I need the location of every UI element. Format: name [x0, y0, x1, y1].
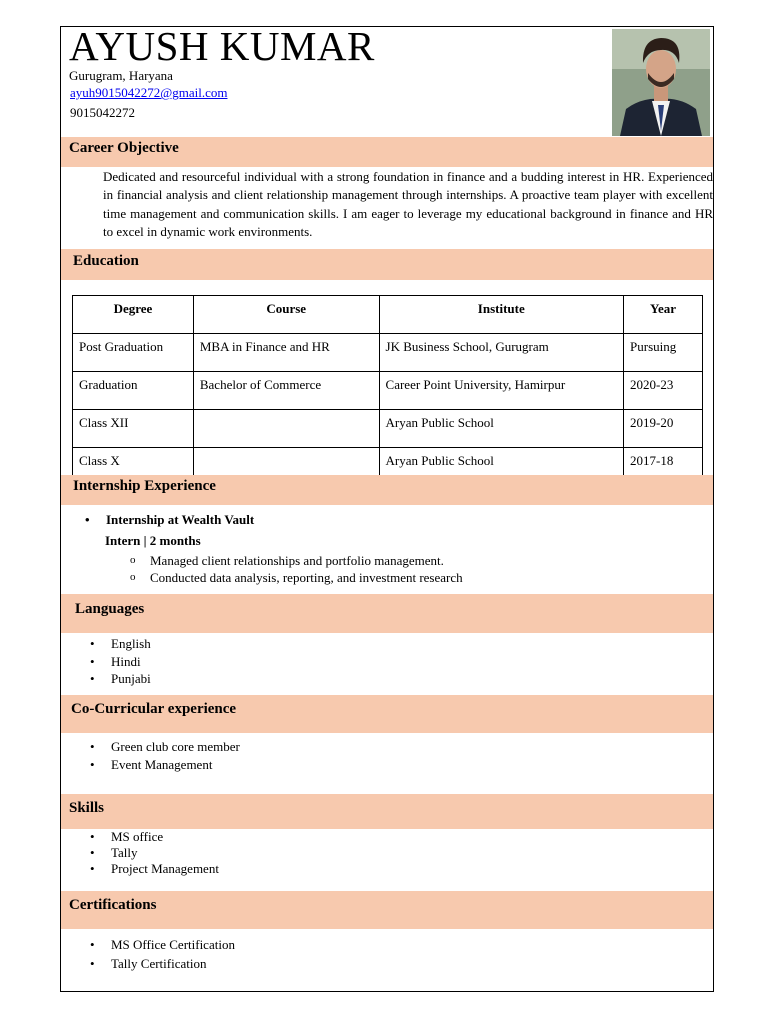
certification-item: MS Office Certification — [111, 937, 235, 952]
certifications-band — [61, 891, 713, 929]
profile-photo — [612, 29, 710, 136]
career-objective-title: Career Objective — [69, 140, 179, 156]
cell-year: 2019-20 — [624, 410, 703, 448]
list-item — [130, 552, 463, 569]
cell-degree: Class X — [73, 448, 194, 486]
list-item — [90, 756, 240, 774]
list-item — [90, 845, 219, 861]
list-item — [130, 569, 463, 586]
cell-institute: JK Business School, Gurugram — [379, 334, 624, 372]
skill-item: MS office — [111, 829, 164, 844]
list-item — [90, 954, 235, 973]
cocurricular-list — [90, 738, 240, 773]
bullet-icon: • — [90, 653, 95, 669]
cocurricular-item: Event Management — [111, 756, 213, 772]
bullet-icon: • — [90, 937, 95, 952]
cell-degree: Post Graduation — [73, 334, 194, 372]
skill-item: Tally — [111, 844, 138, 860]
internship-points — [130, 552, 463, 586]
languages-list — [90, 635, 151, 688]
internship-point: Managed client relationships and portfolio management. — [150, 553, 444, 568]
education-band — [61, 249, 713, 280]
certification-item: Tally Certification — [111, 956, 207, 971]
certifications-title: Certifications — [69, 897, 157, 913]
cell-year: 2017-18 — [624, 448, 703, 486]
cell-institute: Aryan Public School — [379, 410, 624, 448]
location: Gurugram, Haryana — [69, 68, 173, 83]
bullet-icon: • — [85, 512, 90, 527]
languages-title: Languages — [75, 601, 145, 617]
list-item — [90, 861, 219, 877]
skills-list — [90, 829, 219, 876]
education-table — [72, 295, 703, 486]
languages-band — [61, 594, 713, 633]
language-item: Punjabi — [111, 671, 151, 686]
skills-title: Skills — [69, 800, 105, 816]
bullet-icon: • — [90, 844, 95, 860]
header-degree: Degree — [73, 296, 194, 334]
cell-year: 2020-23 — [624, 372, 703, 410]
list-item — [90, 635, 151, 653]
list-item — [90, 670, 151, 688]
cell-course: Bachelor of Commerce — [193, 372, 379, 410]
table-row — [73, 372, 703, 410]
bullet-icon: • — [90, 671, 95, 686]
header-year: Year — [624, 296, 703, 334]
resume-page — [60, 23, 714, 992]
email-link[interactable]: ayuh9015042272@gmail.com — [70, 85, 228, 100]
cell-course: MBA in Finance and HR — [193, 334, 379, 372]
header-institute: Institute — [379, 296, 624, 334]
list-item — [90, 935, 235, 954]
language-item: Hindi — [111, 653, 141, 669]
cell-institute: Career Point University, Hamirpur — [379, 372, 624, 410]
skills-band — [61, 794, 713, 829]
list-item — [85, 511, 254, 529]
language-item: English — [111, 636, 151, 651]
list-item — [90, 653, 151, 671]
internship-company: Internship at Wealth Vault — [106, 512, 255, 527]
bullet-icon: • — [90, 860, 95, 876]
internship-role: Intern | 2 months — [105, 533, 201, 548]
certifications-list — [90, 935, 235, 973]
cell-degree: Class XII — [73, 410, 194, 448]
table-header-row — [73, 296, 703, 334]
table-row — [73, 410, 703, 448]
cell-institute: Aryan Public School — [379, 448, 624, 486]
candidate-name: AYUSH KUMAR — [69, 23, 375, 69]
bullet-icon: • — [90, 829, 95, 844]
cell-course — [193, 410, 379, 448]
internship-list — [85, 511, 254, 529]
hollow-circle-icon: o — [130, 554, 136, 566]
bullet-icon: • — [90, 636, 95, 651]
bullet-icon: • — [90, 756, 95, 772]
table-row — [73, 334, 703, 372]
phone: 9015042272 — [70, 105, 135, 120]
list-item — [90, 738, 240, 756]
cocurricular-title: Co-Curricular experience — [71, 701, 237, 717]
skill-item: Project Management — [111, 860, 219, 876]
hollow-circle-icon: o — [130, 571, 136, 583]
bullet-icon: • — [90, 956, 95, 971]
header-course: Course — [193, 296, 379, 334]
education-title: Education — [73, 253, 139, 269]
internship-point: Conducted data analysis, reporting, and investment research — [150, 570, 463, 585]
cocurricular-item: Green club core member — [111, 739, 240, 754]
career-objective-text: Dedicated and resourceful individual with a strong foundation in finance and a budding interest in HR. Experienced in financial analysis and client relationship management through internships. A proactive team player with excellent time management and communication skills. I am eager to leverage my educational background in finance and HR to excel in dynamic work environments. — [103, 169, 713, 239]
cell-year: Pursuing — [624, 334, 703, 372]
cell-degree: Graduation — [73, 372, 194, 410]
internship-title: Internship Experience — [73, 478, 216, 494]
bullet-icon: • — [90, 739, 95, 754]
list-item — [90, 829, 219, 845]
